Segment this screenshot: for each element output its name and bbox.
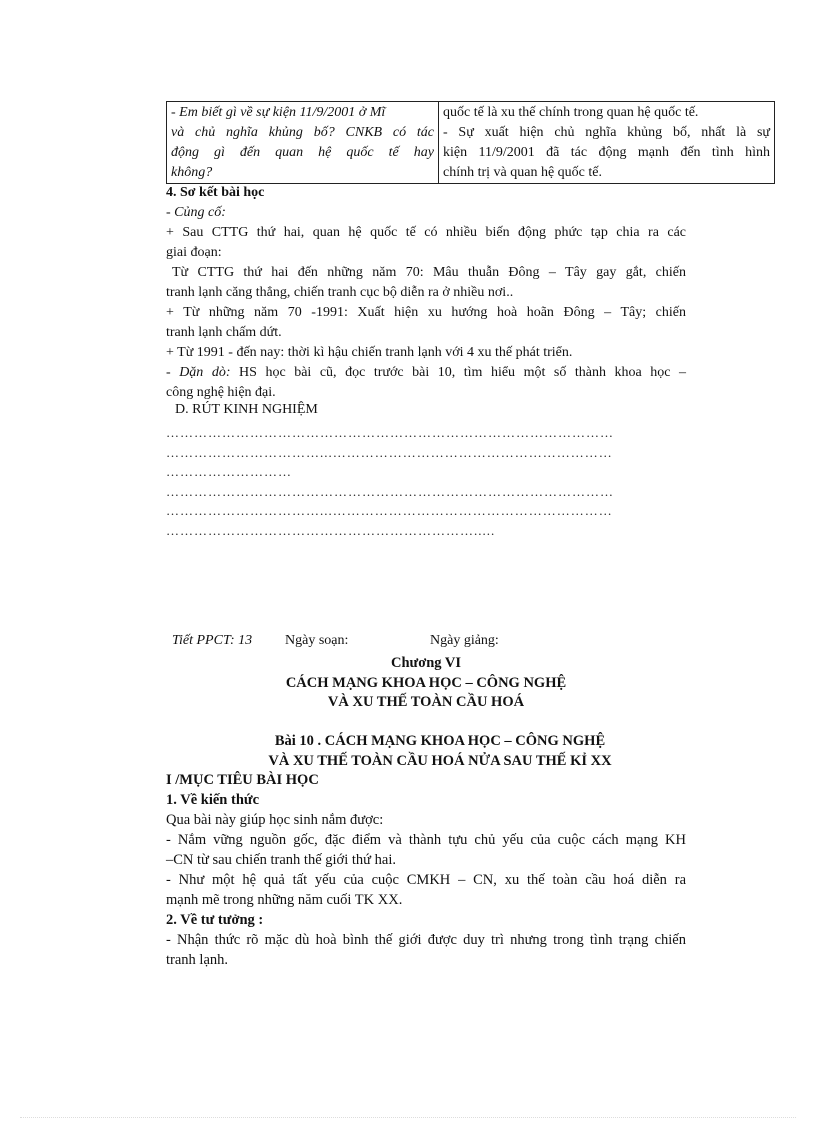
summary-line: + Sau CTTG thứ hai, quan hệ quốc tế có nhiều biến động phức tạp chia ra các	[166, 225, 686, 240]
answer-line: quốc tế là xu thế chính trong quan hệ quốc tế.	[443, 105, 699, 120]
chapter-title-line-1: CÁCH MẠNG KHOA HỌC – CÔNG NGHỆ	[285, 675, 567, 691]
objectives-heading: I /MỤC TIÊU BÀI HỌC	[166, 772, 319, 788]
homework-line	[166, 363, 686, 383]
summary-section	[166, 183, 686, 403]
objectives-section	[166, 770, 686, 970]
page-bottom-rule	[20, 1117, 796, 1118]
knowledge-heading: 1. Về kiến thức	[166, 792, 260, 808]
summary-line: tranh lạnh chấm dứt.	[166, 325, 282, 340]
knowledge-line: Qua bài này giúp học sinh nắm được:	[166, 812, 384, 828]
knowledge-line: –CN từ sau chiến tranh thế giới thứ hai.	[166, 852, 396, 868]
knowledge-line: mạnh mẽ trong những năm cuối TK XX.	[166, 892, 403, 908]
question-line: và chủ nghĩa khủng bố? CNKB có tác	[171, 125, 434, 140]
prep-date-label: Ngày soạn:	[285, 633, 349, 648]
answer-line: - Sự xuất hiện chủ nghĩa khủng bố, nhất là sự	[443, 125, 770, 140]
experience-heading: D. RÚT KINH NGHIỆM	[175, 402, 318, 417]
question-line: động gì đến quan hệ quốc tế hay	[171, 145, 434, 160]
question-line: không?	[171, 165, 213, 180]
dotted-line: ……………………………...……………………………………………………	[166, 503, 613, 518]
knowledge-line: - Nắm vững nguồn gốc, đặc điểm và thành tựu chủ yếu của cuộc cách mạng KH	[166, 832, 686, 848]
chapter-label: Chương VI	[390, 655, 462, 671]
notes-dotted-lines	[166, 423, 681, 540]
summary-line: giai đoạn:	[166, 245, 222, 260]
dotted-line: ……………………………………………………………………………………	[166, 425, 614, 440]
summary-line: + Từ những năm 70 -1991: Xuất hiện xu hướng hoà hoãn Đông – Tây; chiến	[166, 305, 686, 320]
table-row	[167, 102, 775, 184]
summary-line: tranh lạnh căng thẳng, chiến tranh cục bộ diễn ra ở nhiều nơi..	[166, 285, 514, 300]
homework-label: - Dặn dò:	[166, 365, 231, 380]
answer-line: chính trị và quan hệ quốc tế.	[443, 165, 603, 180]
dotted-line: ……………………………………………………………………………………	[166, 483, 614, 499]
answer-cell	[439, 102, 775, 184]
thought-heading: 2. Về tư tưởng :	[166, 912, 264, 928]
thought-line: tranh lạnh.	[166, 952, 229, 968]
teach-date-label: Ngày giảng:	[430, 633, 499, 648]
question-line: - Em biết gì về sự kiện 11/9/2001 ở Mĩ	[171, 105, 386, 120]
lesson-title-line-1: Bài 10 . CÁCH MẠNG KHOA HỌC – CÔNG NGHỆ	[274, 733, 606, 749]
chapter-title-line-2: VÀ XU THẾ TOÀN CẦU HOÁ	[327, 694, 525, 710]
dotted-line: ………………………	[166, 464, 292, 479]
knowledge-line: - Như một hệ quả tất yếu của cuộc CMKH – CN, xu thế toàn cầu hoá diễn ra	[166, 872, 686, 888]
question-cell	[167, 102, 439, 184]
consolidate-label: - Củng cố:	[166, 205, 226, 220]
homework-text: HS học bài cũ, đọc trước bài 10, tìm hiểu một số thành khoa học –	[230, 365, 686, 380]
summary-line: Từ CTTG thứ hai đến những năm 70: Mâu thuẫn Đông – Tây gay gắt, chiến	[172, 265, 686, 280]
homework-line-2: công nghệ hiện đại.	[166, 385, 276, 400]
qa-table	[166, 101, 775, 184]
lesson-title-line-2: VÀ XU THẾ TOÀN CẦU HOÁ NỬA SAU THẾ KỈ XX	[268, 753, 612, 769]
summary-heading: 4. Sơ kết bài học	[166, 185, 265, 200]
dotted-line: ……………………………...……………………………………………………	[166, 444, 613, 460]
thought-line: - Nhận thức rõ mặc dù hoà bình thế giới được duy trì nhưng trong tình trạng chiến	[166, 932, 686, 948]
period-label: Tiết PPCT: 13	[172, 633, 253, 648]
dotted-line: ………………………………………………………….....	[166, 522, 496, 538]
answer-line: kiện 11/9/2001 đã tác động mạnh đến tình hình	[443, 145, 770, 160]
summary-line: + Từ 1991 - đến nay: thời kì hậu chiến tranh lạnh với 4 xu thế phát triển.	[166, 345, 573, 360]
